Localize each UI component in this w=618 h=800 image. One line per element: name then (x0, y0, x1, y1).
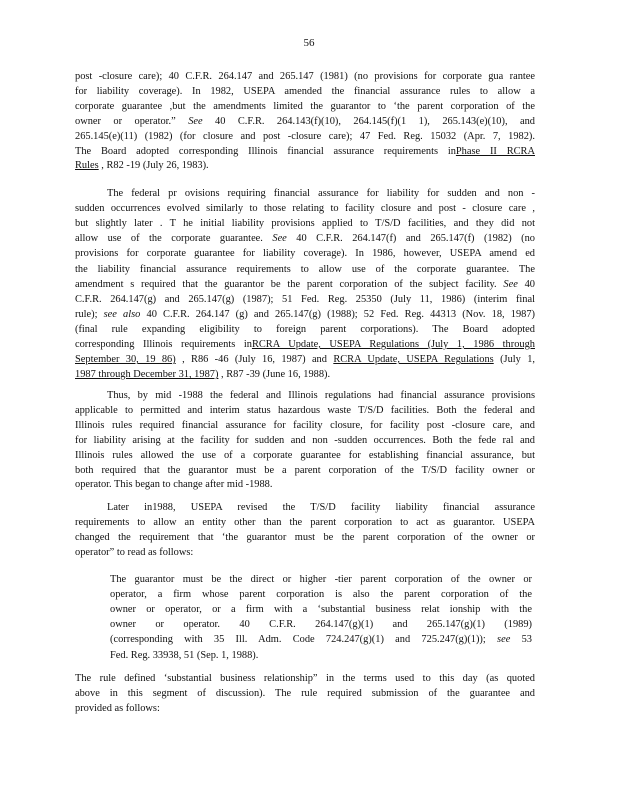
text-run: owner or operator, or a firm with a ‘substantial business relat ionship with the (110, 604, 532, 616)
text-line (75, 323, 535, 336)
text-line (75, 419, 535, 432)
text-run: applicable to permitted and interim status hazardous waste T/S/D facilities. Both the federal and (75, 404, 535, 416)
text-line (75, 278, 535, 291)
signal-italic: see also (103, 308, 141, 320)
text-run: 265.145(e)(11) (1982) (for closure and post -closure care); 47 Fed. Reg. 15032 (Apr. 7, 1982). (75, 130, 535, 142)
signal-italic: See (503, 278, 518, 290)
text-line (110, 649, 532, 662)
text-line (75, 263, 535, 276)
text-run: owner or operator. 40 C.F.R. 264.147(g)(1) and 265.147(g)(1) (1989) (110, 619, 532, 631)
text-line (110, 573, 532, 586)
text-line (75, 368, 535, 381)
text-run: rule); (75, 308, 104, 320)
text-line (75, 308, 535, 321)
text-run: Illinois rules required financial assurance for facility closure, for facility post -closure care, and (75, 419, 535, 431)
text-run: operator” to read as follows: (75, 546, 194, 558)
text-run: but slightly later . T he initial liability provisions applied to T/S/D facilities, and they did not (75, 218, 535, 230)
text-run: 40 C.F.R. 264.147 (g) and 265.147(g) (1988); 52 Fed. Reg. 44313 (Nov. 18, 1987) (140, 308, 535, 320)
text-line (75, 232, 535, 245)
signal-italic: see (497, 634, 511, 646)
text-run: the liability financial assurance requirements to allow use of the corporate guarantee. The (75, 263, 535, 275)
text-line (75, 449, 535, 462)
text-run: provisions for corporate guarantee for liability coverage). In 1986, however, USEPA amend ed (75, 248, 535, 260)
text-run: The federal pr ovisions requiring financial assurance for liability for sudden and non - (107, 188, 535, 199)
text-run: 40 (517, 278, 535, 290)
text-line (75, 353, 535, 366)
text-run: The rule defined ‘substantial business relationship” in the terms used to this day (as quoted (75, 673, 535, 684)
text-line (75, 70, 535, 83)
text-line (110, 618, 532, 631)
text-run: changed the requirement that ‘the guarantor must be the parent corporation of the owner or (75, 531, 535, 543)
text-line (75, 531, 535, 544)
text-line (75, 672, 535, 685)
signal-italic: See (272, 233, 287, 245)
text-run: (final rule expanding eligibility to foreign parent corporations). The Board adopted (75, 323, 535, 335)
text-run: (July 1, (493, 354, 535, 366)
text-line (107, 187, 535, 200)
text-line (75, 404, 535, 417)
text-run: Illinois rules allowed the use of a corporate guarantee for establishing financial assurance, but (75, 449, 535, 461)
text-run: , R86 -46 (July 16, 1987) and (175, 354, 334, 366)
text-line (75, 115, 535, 128)
text-run: owner or operator.” (75, 115, 189, 127)
text-line (75, 100, 535, 113)
text-run: above in this segment of discussion). The rule required submission of the guarantee and (75, 687, 535, 699)
citation-underlined: September 30, 19 86) (75, 354, 176, 366)
text-run: 53 (510, 634, 532, 646)
citation-underlined: RCRA Update, USEPA Regulations (July 1, 1986 through (251, 339, 535, 350)
text-run: provided as follows: (75, 702, 160, 714)
text-run: The Board adopted corresponding Illinois financial assurance requirements in (75, 145, 456, 157)
text-line (75, 702, 535, 715)
text-run: Fed. Reg. 33938, 51 (Sep. 1, 1988). (110, 649, 259, 661)
text-line (75, 293, 535, 306)
text-run: (corresponding with 35 Ill. Adm. Code 724.247(g)(1) and 725.247(g)(1)); (110, 634, 498, 646)
text-line (75, 145, 535, 158)
text-run: , R87 -39 (June 16, 1988). (218, 369, 331, 381)
text-line (75, 247, 535, 260)
text-run: , R82 -19 (July 26, 1983). (98, 160, 209, 172)
citation-underlined: Rules (75, 160, 99, 172)
text-line (75, 85, 535, 98)
signal-italic: See (188, 115, 203, 127)
text-run: requirements to allow an entity other than the parent corporation to act as guarantor. USEPA (75, 516, 535, 528)
text-run: Thus, by mid -1988 the federal and Illinois regulations had financial assurance provisions (107, 390, 535, 401)
text-run: sudden occurrences evolved similarly to those relating to facility closure and post - closure care , (75, 203, 535, 215)
text-line (75, 546, 535, 559)
text-run: C.F.R. 264.147(g) and 265.147(g) (1987); 51 Fed. Reg. 25350 (July 11, 1986) (interim final (75, 293, 535, 305)
citation-underlined: Phase II RCRA (455, 145, 535, 157)
text-run: allow use of the corporate guarantee. (75, 233, 273, 245)
citation-underlined: RCRA Update, USEPA Regulations (333, 354, 494, 366)
text-line (75, 338, 535, 351)
text-line (75, 217, 535, 230)
text-run: 40 C.F.R. 264.143(f)(10), 264.145(f)(1 1), 265.143(e)(10), and (202, 115, 535, 127)
text-line (75, 159, 535, 172)
text-run: corresponding Illinois requirements in (75, 339, 252, 350)
text-line (107, 501, 535, 514)
text-run: both required that the guarantor must be a parent corporation of the T/S/D facility owner or (75, 464, 535, 476)
text-line (75, 478, 535, 491)
text-run: Later in1988, USEPA revised the T/S/D facility liability financial assurance (107, 502, 535, 513)
text-run: operator. This began to change after mid -1988. (75, 479, 273, 491)
text-line (75, 202, 535, 215)
text-line (110, 633, 532, 646)
page-number: 56 (303, 37, 315, 49)
text-run: for liability arising at the facility for sudden and non -sudden occurrences. Both the fede ral and (75, 434, 535, 446)
text-run: amendment s required that the guarantor be the parent corporation of the subject facility. (75, 278, 504, 290)
text-line (75, 464, 535, 477)
text-line (75, 516, 535, 529)
text-line (75, 434, 535, 447)
text-run: operator, a firm whose parent corporation is also the parent corporation of the (110, 589, 532, 601)
text-run: post -closure care); 40 C.F.R. 264.147 and 265.147 (1981) (no provisions for corporate gua rantee (75, 71, 535, 82)
citation-underlined: 1987 through December 31, 1987) (75, 369, 219, 381)
text-run: for liability coverage). In 1982, USEPA amended the financial assurance rules to allow a (75, 85, 535, 97)
text-line (75, 687, 535, 700)
text-line (110, 588, 532, 601)
text-line (75, 130, 535, 143)
text-run: The guarantor must be the direct or higher -tier parent corporation of the owner or (110, 574, 532, 585)
text-run: 40 C.F.R. 264.147(f) and 265.147(f) (1982) (no (286, 233, 536, 245)
text-line (110, 603, 532, 616)
text-run: corporate guarantee ,but the amendments limited the guarantor to ‘the parent corporation of the (75, 100, 535, 112)
text-line (107, 389, 535, 402)
